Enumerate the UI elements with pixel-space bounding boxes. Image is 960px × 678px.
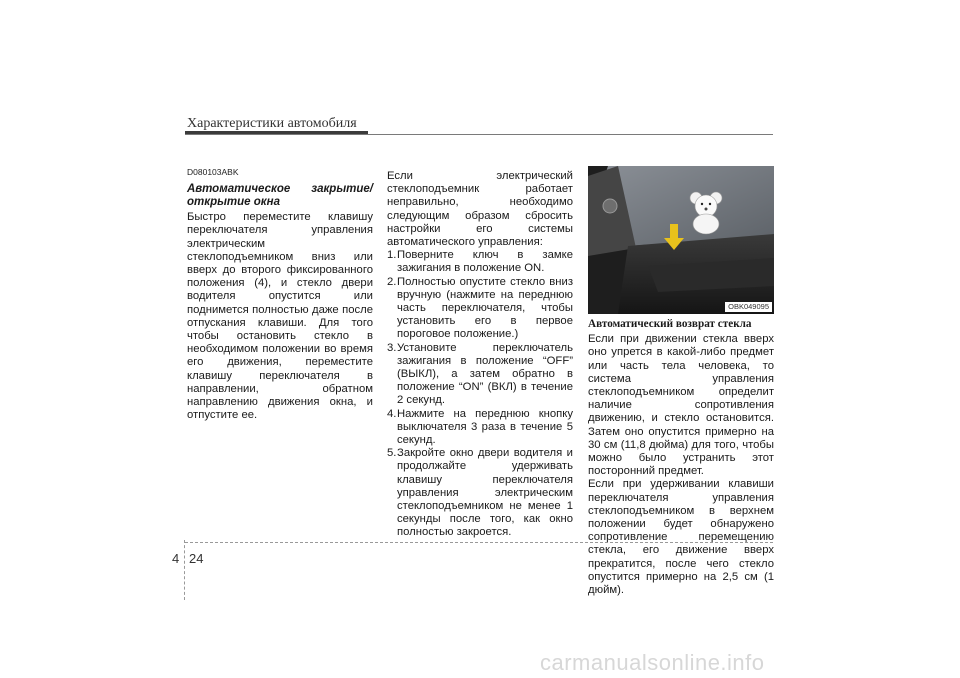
auto-close-body: Быстро переместите клавишу переключателя управления электрическим стеклоподъемником вниз или вверх до второго фиксированного положения (4), и стекло двери водителя опустится или поднимется полностью даже после отпускания клавиши. Для того чтобы остановить стекло в необходимом положении во время его движения, переместите клавишу переключателя в направлении, обратном направлению движения окна, и отпустите ее. [187, 211, 373, 422]
auto-reverse-body-2: Если при удерживании клавиши переключателя управления стеклоподъемником в верхнем положении будет обнаружено сопротивление перемещению стекла, его движение вверх прекратится, после чего стекло опустится примерно на 2,5 см (1 дюйм). [588, 478, 774, 597]
auto-reverse-heading: Автоматический возврат стекла [588, 318, 752, 330]
car-window-illustration [588, 166, 774, 314]
auto-reverse-body-1: Если при движении стекла вверх оно упрется в какой-либо предмет или часть тела человека, то система управления стеклоподъемником определит наличие сопротивления движению, и стекло остановится. Затем оно опустится примерно на 30 см (11,8 дюйма) для того, чтобы можно было устранить этот посторонний предмет. [588, 333, 774, 478]
reset-steps [387, 249, 573, 539]
figure-code: OBK049095 [725, 302, 772, 312]
auto-close-heading: Автоматическое закрытие/ открытие окна [187, 183, 373, 209]
chapter-number: 4 [172, 551, 180, 566]
page-number: 24 [189, 551, 204, 566]
column-1 [187, 166, 373, 422]
section-title: Характеристики автомобиля [187, 116, 357, 131]
watermark: carmanualsonline.info [540, 650, 765, 675]
column-3 [588, 318, 774, 597]
window-photo [588, 166, 774, 314]
title-rule [185, 134, 773, 135]
list-item: 1. Поверните ключ в замке зажигания в положение ON. [387, 249, 573, 275]
list-item: 3. Установите переключатель зажигания в положение “OFF” (ВЫКЛ), а затем обратно в положение “ON” (ВКЛ) в течение 2 секунд. [387, 341, 573, 407]
footer-rule [185, 542, 773, 543]
section-code: D080103ABK [187, 167, 239, 177]
footer-divider [184, 540, 185, 600]
list-item: 5. Закройте окно двери водителя и продолжайте удерживать клавишу переключателя управления электрическим стеклоподъемником не менее 1 секунды после того, как окно полностью закроется. [387, 447, 573, 539]
list-item: 2. Полностью опустите стекло вниз вручную (нажмите на переднюю часть переключателя, чтобы установить его в первое пороговое положение.) [387, 275, 573, 341]
reset-intro: Если электрический стеклоподъемник работает неправильно, необходимо следующим образом сбросить настройки его системы автоматического управления: [387, 170, 573, 249]
column-2 [387, 170, 573, 540]
list-item: 4. Нажмите на переднюю кнопку выключателя 3 раза в течение 5 секунд. [387, 407, 573, 447]
